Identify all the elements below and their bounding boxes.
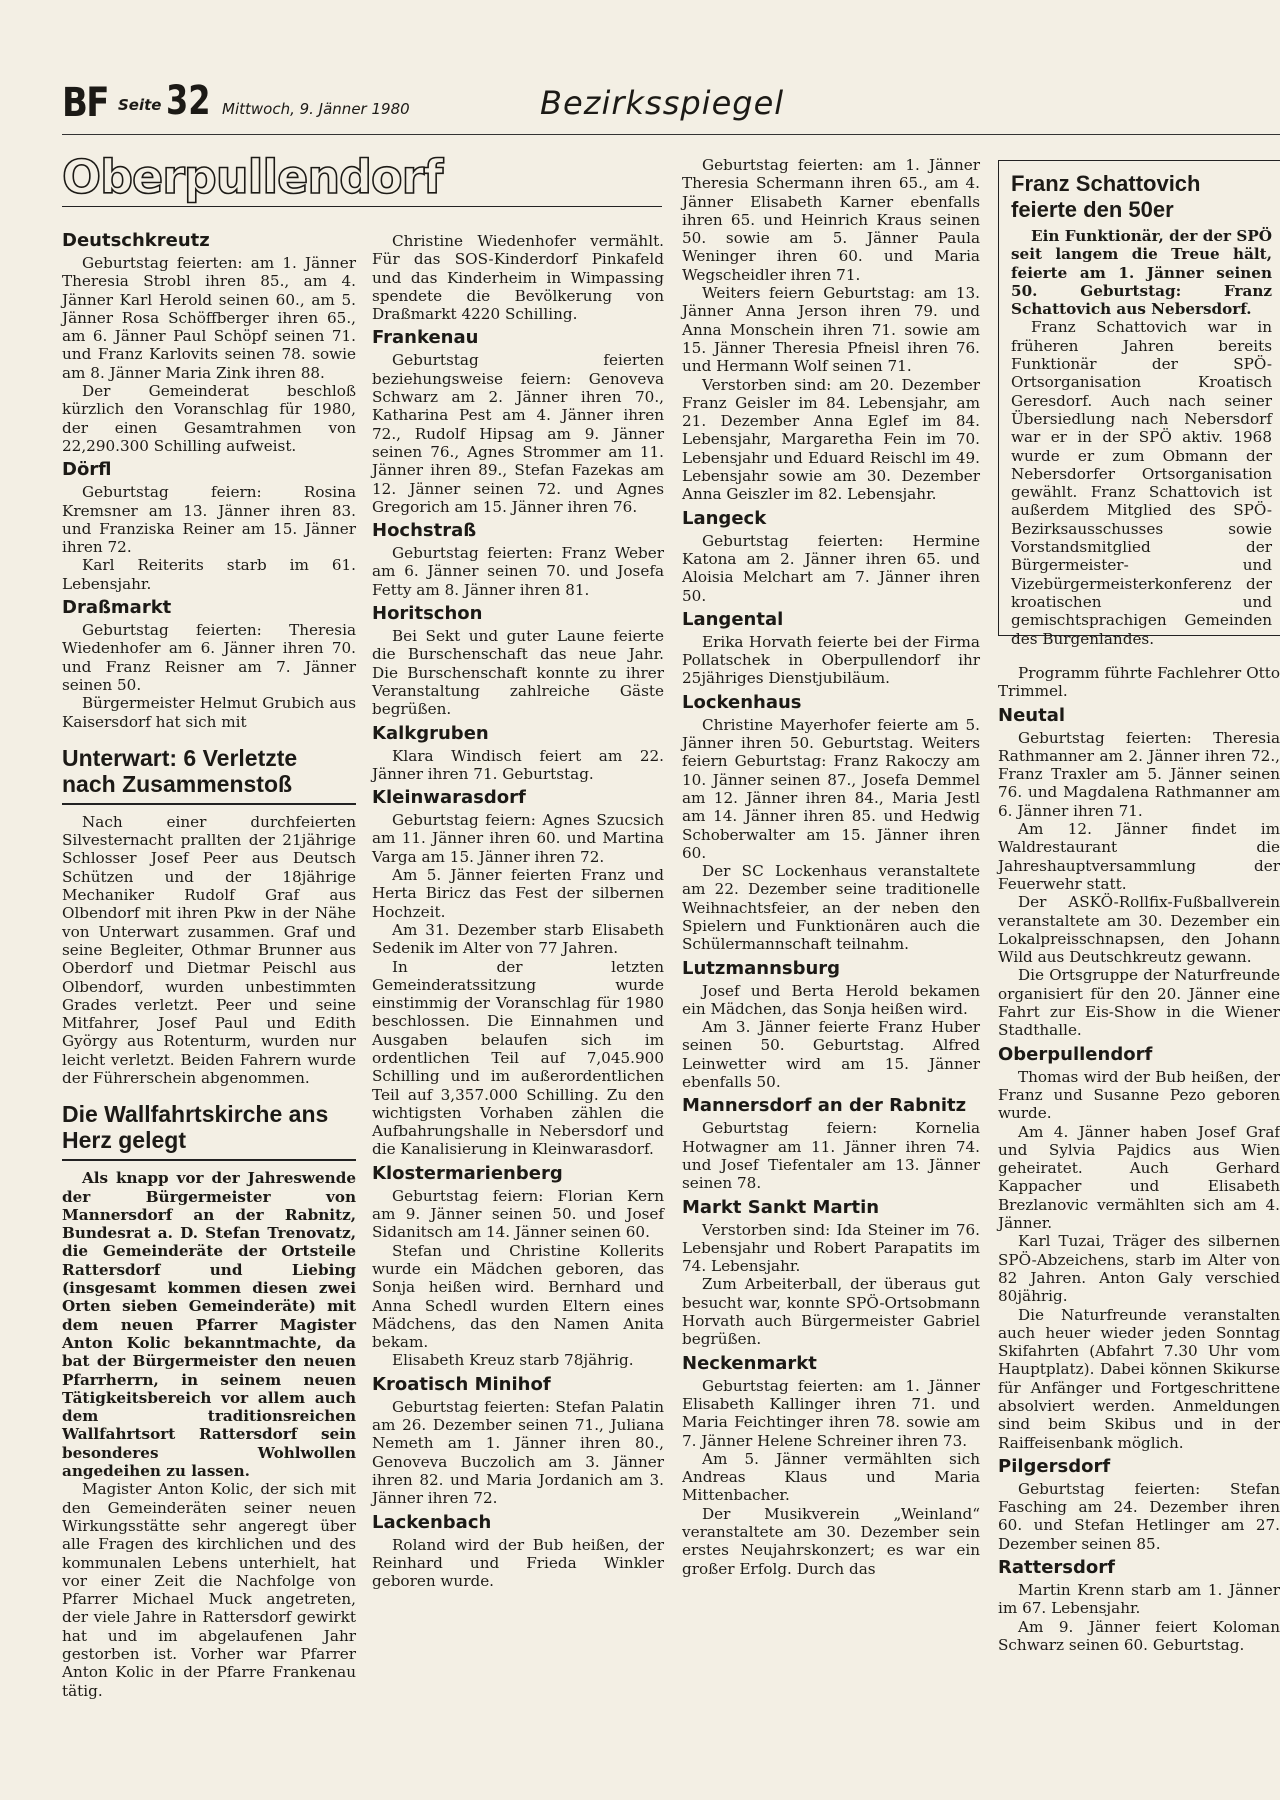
article-paragraph: Zum Arbeiterball, der überaus gut besucht war, konnte SPÖ-Ortsobmann Horvath auch Bürgermeister Gabriel begrüßen. xyxy=(682,1275,980,1349)
article-paragraph: Verstorben sind: Ida Steiner im 76. Lebensjahr und Robert Parapatits im 74. Lebensjahr. xyxy=(682,1220,980,1276)
heading-neutal: Neutal xyxy=(998,704,1066,726)
article-paragraph: Roland wird der Bub heißen, der Reinhard und Frieda Winkler geboren wurde. xyxy=(372,1535,664,1591)
article-paragraph: Am 12. Jänner findet im Waldrestaurant die Jahreshauptversammlung der Feuerwehr statt. xyxy=(998,820,1280,893)
article-paragraph: Elisabeth Kreuz starb 78jährig. xyxy=(392,1351,634,1370)
article-paragraph: Bei Sekt und guter Laune feierte die Burschenschaft das neue Jahr. Die Burschenschaft konnte zu ihrer Veranstaltung zahlreiche Gäste begrüßen. xyxy=(372,627,664,719)
article-paragraph: Am 3. Jänner feierte Franz Huber seinen 50. Geburtstag. Alfred Leinwetter wird am 15. Jänner ebenfalls 50. xyxy=(682,1018,980,1092)
article-paragraph: Thomas wird der Bub heißen, der Franz und Susanne Pezo geboren wurde. xyxy=(998,1067,1280,1123)
article-paragraph: Am 31. Dezember starb Elisabeth Sedenik im Alter von 77 Jahren. xyxy=(372,920,664,958)
article-paragraph: Geburtstag feiern: Florian Kern am 9. Jänner seinen 50. und Josef Sidanitsch am 14. Jänner seinen 60. xyxy=(372,1186,664,1242)
heading-kalkgruben: Kalkgruben xyxy=(372,722,489,744)
article-paragraph: Geburtstag feierten: am 1. Jänner Theresia Strobl ihren 85., am 4. Jänner Karl Herold seinen 60., am 5. Jänner Rosa Schöffberger ihren 65., am 6. Jänner Paul Schöpf seinen 71. und Franz Karlovits seinen 78. sowie am 8. Jänner Maria Zink ihren 88. xyxy=(62,254,356,382)
heading-kleinwarasdorf: Kleinwarasdorf xyxy=(372,787,526,809)
article-paragraph: Erika Horvath feierte bei der Firma Pollatschek in Oberpullendorf ihr 25jähriges Dienstjubiläum. xyxy=(682,632,980,688)
page-number: 32 xyxy=(166,78,211,124)
heading-langeck: Langeck xyxy=(682,507,767,529)
heading-pilgersdorf: Pilgersdorf xyxy=(998,1455,1111,1477)
header-rule xyxy=(62,134,1280,135)
article-paragraph: Geburtstag feierten: Hermine Katona am 2. Jänner ihren 65. und Aloisia Melchart am 7. Jänner ihren 50. xyxy=(682,531,980,605)
heading-drassmarkt: Draßmarkt xyxy=(62,597,172,619)
article-paragraph: Josef und Berta Herold bekamen ein Mädchen, das Sonja heißen wird. xyxy=(682,981,980,1018)
heading-frankenau: Frankenau xyxy=(372,327,479,349)
article-paragraph: Am 5. Jänner feierten Franz und Herta Biricz das Fest der silbernen Hochzeit. xyxy=(372,866,664,921)
article-paragraph: Geburtstag feierten: Stefan Palatin am 26. Dezember seinen 71., Juliana Nemeth am 1. Jänner ihren 80., Genoveva Buczolich am 3. Jänner ihren 82. und Maria Jordanich am 3. Jänner ihren 72. xyxy=(372,1397,664,1508)
article-paragraph: In der letzten Gemeinderatssitzung wurde einstimmig der Voranschlag für 1980 beschlossen. Die Einnahmen und Ausgaben belaufen sich im ordentlichen Teil auf 7,045.900 Schilling und im außerordentlichen Teil auf 3,357.000 Schilling. Zu den wichtigsten Vorhaben zählen die Aufbahrungshalle in Nebersdorf und die Kanalisierung in Kleinwarasdorf. xyxy=(372,957,664,1159)
article-paragraph: Klara Windisch feiert am 22. Jänner ihren 71. Geburtstag. xyxy=(372,746,664,783)
article-paragraph: Geburtstag feierten beziehungsweise feiern: Genoveva Schwarz am 2. Jänner ihren 70., Katharina Pest am 4. Jänner ihren 72., Rudolf Hipsag am 9. Jänner seinen 76., Agnes Strommer am 11. Jänner ihren 89., Stefan Fazekas am 12. Jänner seinen 72. und Agnes Gregorich am 15. Jänner ihren 76. xyxy=(372,351,664,516)
article-paragraph: Der Musikverein „Weinland“ veranstaltete am 30. Dezember sein erstes Neujahrskonzert; es war ein großer Erfolg. Durch das xyxy=(682,1504,980,1578)
headline-unterwart: Unterwart: 6 Verletzte nach Zusammenstoß xyxy=(62,745,356,805)
article-paragraph: Magister Anton Kolic, der sich mit den Gemeinderäten seiner neuen Wirkungsstätte sehr angeregt über alle Fragen des kirchlichen und des kommunalen Lebens unterhielt, hat vor einer Zeit die Nachfolge von Pfarrer Michael Muck angetreten, der viele Jahre in Rattersdorf gewirkt hat und im abgelaufenen Jahr gestorben ist. Vorher war Pfarrer Anton Kolic in der Pfarre Frankenau tätig. xyxy=(62,1480,356,1700)
article-paragraph: Der Gemeinderat beschloß kürzlich den Voranschlag für 1980, der einen Gesamtrahmen von 22,290.300 Schilling aufweist. xyxy=(62,382,356,455)
heading-langental: Langental xyxy=(682,608,784,630)
article-paragraph: Weiters feiern Geburtstag: am 13. Jänner Anna Jerson ihren 79. und Anna Monschein ihren 71. sowie am 15. Jänner Theresia Pfneisl ihren 76. und Hermann Wolf seinen 71. xyxy=(682,284,980,376)
article-paragraph: Karl Tuzai, Träger des silbernen SPÖ-Abzeichens, starb im Alter von 82 Jahren. Anton Galy verschied 80jährig. xyxy=(998,1232,1280,1306)
column-2 xyxy=(372,232,664,1766)
article-lead: Als knapp vor der Jahreswende der Bürgermeister von Mannersdorf an der Rabnitz, Bundesrat a. D. Stefan Trenovatz, die Gemeinderäte der Ortsteile Rattersdorf und Liebing (insgesamt kommen diesen zwei Orten sieben Gemeinderäte) mit dem neuen Pfarrer Magister Anton Kolic bekanntmachte, da bat der Bürgermeister den neuen Pfarrherrn, in seinem neuen Tätigkeitsbereich vor allem auch dem traditionsreichen Wallfahrtsort Rattersdorf sein besonderes Wohlwollen angedeihen zu lassen. xyxy=(62,1169,356,1481)
article-paragraph: Christine Wiedenhofer vermählt. Für das SOS-Kinderdorf Pinkafeld und das Kinderheim in Wimpassing spendete die Bevölkerung von Draßmarkt 4220 Schilling. xyxy=(372,232,664,324)
article-paragraph: Am 9. Jänner feiert Koloman Schwarz seinen 60. Geburtstag. xyxy=(998,1617,1280,1654)
boxed-lead: Ein Funktionär, der der SPÖ seit langem die Treue hält, feierte am 1. Jänner seinen 50. Geburtstag: Franz Schattovich aus Nebersdorf. xyxy=(1011,227,1272,319)
article-paragraph: Am 5. Jänner vermählten sich Andreas Klaus und Maria Mittenbacher. xyxy=(682,1449,980,1505)
heading-mannersdorf: Mannersdorf an der Rabnitz xyxy=(682,1095,967,1117)
article-paragraph: Geburtstag feierten: Theresia Rathmanner am 2. Jänner ihren 72., Franz Traxler am 5. Jänner seinen 76. und Magdalena Rathmanner am 6. Jänner ihren 71. xyxy=(998,728,1280,820)
article-paragraph: Stefan und Christine Kollerits wurde ein Mädchen geboren, das Sonja heißen wird. Bernhard und Anna Schedl wurden Eltern eines Mädchens, das den Namen Anita bekam. xyxy=(372,1241,664,1352)
heading-doerfl: Dörfl xyxy=(62,459,112,481)
heading-markt-sankt-martin: Markt Sankt Martin xyxy=(682,1196,880,1218)
boxed-article xyxy=(998,160,1280,648)
column-3 xyxy=(682,156,980,1766)
article-paragraph: Geburtstag feierten: am 1. Jänner Elisabeth Kallinger ihren 71. und Maria Feichtinger ihren 78. sowie am 7. Jänner Helene Schreiner ihren 73. xyxy=(682,1376,980,1450)
heading-oberpullendorf: Oberpullendorf xyxy=(998,1043,1153,1065)
page-label: Seite xyxy=(118,96,162,114)
heading-lutzmannsburg: Lutzmannsburg xyxy=(682,957,841,979)
article-paragraph: Geburtstag feiern: Kornelia Hotwagner am 11. Jänner ihren 74. und Josef Tiefentaler am 13. Jänner seinen 78. xyxy=(682,1119,980,1193)
boxed-paragraph: Franz Schattovich war in früheren Jahren bereits Funktionär der SPÖ-Ortsorganisation Kroatisch Geresdorf. Auch nach seiner Übersiedlung nach Nebersdorf war er in der SPÖ aktiv. 1968 wurde er zum Obmann der Nebersdorfer Ortsorganisation gewählt. Franz Schattovich ist außerdem Mitglied des SPÖ-Bezirksausschusses sowie Vorstandsmitglied der Bürgermeister- und Vizebürgermeisterkonferenz der kroatischen und gemischtsprachigen Gemeinden des Burgenlandes. xyxy=(1011,318,1272,648)
heading-horitschon: Horitschon xyxy=(372,603,483,625)
article-paragraph: Geburtstag feiern: Rosina Kremsner am 13. Jänner ihren 83. und Franziska Reiner am 15. Jänner ihren 72. xyxy=(62,483,356,557)
article-paragraph: Der SC Lockenhaus veranstaltete am 22. Dezember seine traditionelle Weihnachtsfeier, an der neben den Spielern und Funktionären auch die Schülermannschaft teilnahm. xyxy=(682,862,980,954)
article-paragraph: Am 4. Jänner haben Josef Graf und Sylvia Pajdics aus Wien geheiratet. Auch Gerhard Kappacher und Elisabeth Brezlanovic vermählten sich am 4. Jänner. xyxy=(998,1122,1280,1233)
article-paragraph: Die Naturfreunde veranstalten auch heuer wieder jeden Sonntag Skifahrten (Abfahrt 7.30 Uhr vom Hauptplatz). Dabei können Skikurse für Anfänger und Fortgeschrittene absolviert werden. Anmeldungen sind beim Skibus und in der Raiffeisenbank möglich. xyxy=(998,1305,1280,1452)
article-paragraph: Karl Reiterits starb im 61. Lebensjahr. xyxy=(62,556,356,593)
issue-date: Mittwoch, 9. Jänner 1980 xyxy=(222,100,410,118)
article-paragraph: Christine Mayerhofer feierte am 5. Jänner ihren 50. Geburtstag. Weiters feiern Geburtstag: Franz Rakoczy am 10. Jänner seinen 87., Josefa Demmel am 12. Jänner ihren 84., Maria Jestl am 14. Jänner ihren 85. und Hedwig Schoberwalter am 15. Jänner ihren 60. xyxy=(682,715,980,862)
heading-hochstrass: Hochstraß xyxy=(372,520,477,542)
headline-wallfahrtskirche: Die Wallfahrtskirche ans Herz gelegt xyxy=(62,1101,356,1161)
heading-lackenbach: Lackenbach xyxy=(372,1511,492,1533)
newspaper-logo: BF xyxy=(62,80,108,126)
heading-klostermarienberg: Klostermarienberg xyxy=(372,1162,563,1184)
article-paragraph: Martin Krenn starb am 1. Jänner im 67. Lebensjahr. xyxy=(998,1581,1280,1618)
heading-lockenhaus: Lockenhaus xyxy=(682,691,802,713)
column-1 xyxy=(62,226,356,1766)
section-title: Bezirksspiegel xyxy=(540,84,785,122)
article-paragraph: Nach einer durchfeierten Silvesternacht prallten der 21jährige Schlosser Josef Peer aus Deutsch Schützen und der 18jährige Mechaniker Rudolf Graf aus Olbendorf mit ihren Pkw in der Nähe von Unterwart zusammen. Graf und seine Begleiter, Othmar Brunner aus Oberdorf und Dietmar Peischl aus Olbendorf, wurden unbestimmten Grades verletzt. Peer und seine Mitfahrer, Josef Paul und Edith György aus Rotenturm, wurden nur leicht verletzt. Beiden Fahrern wurde der Führerschein abgenommen. xyxy=(62,812,356,1087)
page-header xyxy=(62,78,1262,128)
heading-neckenmarkt: Neckenmarkt xyxy=(682,1352,817,1374)
article-paragraph: Die Ortsgruppe der Naturfreunde organisiert für den 20. Jänner eine Fahrt zur Eis-Show in die Wiener Stadthalle. xyxy=(998,966,1280,1040)
boxed-headline: Franz Schattovich feierte den 50er xyxy=(1011,171,1201,222)
article-paragraph: Geburtstag feiern: Agnes Szucsich am 11. Jänner ihren 60. und Martina Varga am 15. Jänner ihren 72. xyxy=(372,811,664,866)
article-paragraph: Bürgermeister Helmut Grubich aus Kaisersdorf hat sich mit xyxy=(62,694,356,731)
article-paragraph: Geburtstag feierten: Stefan Fasching am 24. Dezember ihren 60. und Stefan Hetlinger am 27. Dezember seinen 85. xyxy=(998,1479,1280,1553)
article-paragraph: Der ASKÖ-Rollfix-Fußballverein veranstaltete am 30. Dezember ein Lokalpreisschnapsen, den Johann Wild aus Deutschkreutz gewann. xyxy=(998,893,1280,967)
heading-rattersdorf: Rattersdorf xyxy=(998,1557,1115,1579)
article-paragraph: Geburtstag feierten: Franz Weber am 6. Jänner seinen 70. und Josefa Fetty am 8. Jänner ihren 81. xyxy=(372,544,664,599)
column-4 xyxy=(998,664,1280,1766)
article-paragraph: Geburtstag feierten: Theresia Wiedenhofer am 6. Jänner ihren 70. und Franz Reisner am 7. Jänner seinen 50. xyxy=(62,621,356,694)
article-paragraph: Programm führte Fachlehrer Otto Trimmel. xyxy=(998,664,1280,701)
heading-kroatisch-minihof: Kroatisch Minihof xyxy=(372,1373,551,1395)
article-paragraph: Geburtstag feierten: am 1. Jänner Theresia Schermann ihren 65., am 4. Jänner Elisabeth Karner ebenfalls ihren 65. und Heinrich Kraus seinen 50. sowie am 5. Jänner Paula Weninger ihren 60. und Maria Wegscheidler ihren 71. xyxy=(682,156,980,284)
heading-deutschkreutz: Deutschkreutz xyxy=(62,230,210,251)
district-masthead: Oberpullendorf xyxy=(62,148,662,207)
article-paragraph: Verstorben sind: am 20. Dezember Franz Geisler im 84. Lebensjahr, am 21. Dezember Anna Eglef im 84. Lebensjahr, Margaretha Fein im 70. Lebensjahr und Eduard Reischl im 49. Lebensjahr sowie am 30. Dezember Anna Geiszler im 82. Lebensjahr. xyxy=(682,375,980,504)
